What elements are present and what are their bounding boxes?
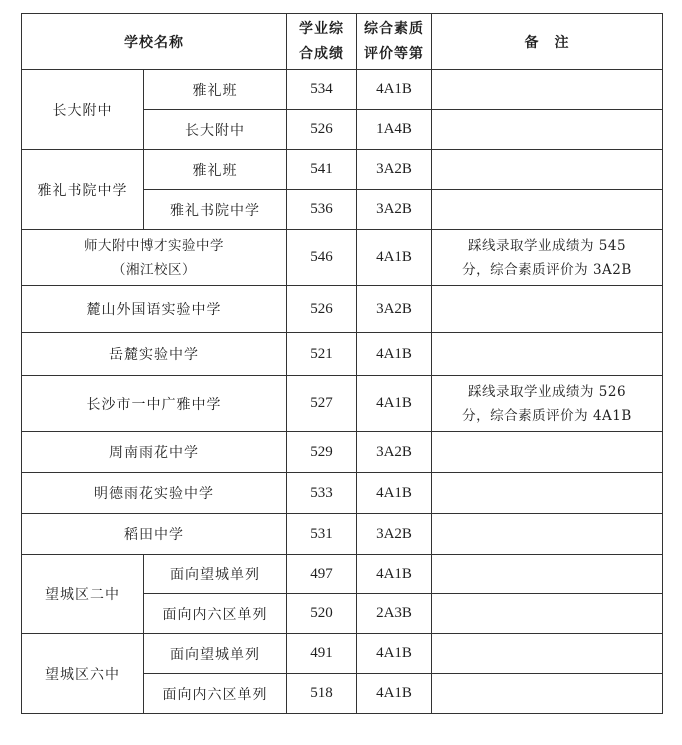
evaluation-grade-cell: 4A1B: [357, 376, 432, 432]
school-name-cell: 长沙市一中广雅中学: [22, 376, 287, 432]
academic-score-cell: 531: [287, 514, 357, 555]
table-row: [22, 333, 663, 376]
class-type-cell: 雅礼书院中学: [144, 190, 287, 230]
header-evaluation-grade-line1: 综合素质: [364, 20, 424, 37]
evaluation-grade-cell: 4A1B: [357, 70, 432, 110]
academic-score-cell: 526: [287, 286, 357, 333]
evaluation-grade-cell: 3A2B: [357, 514, 432, 555]
note-cell: [432, 594, 663, 634]
note-cell: [432, 674, 663, 714]
header-evaluation-grade: [357, 14, 432, 70]
table-row: [22, 634, 663, 674]
header-school-name: 学校名称: [22, 14, 287, 70]
table-row: [22, 376, 663, 432]
header-note: 备 注: [432, 14, 663, 70]
evaluation-grade-cell: 4A1B: [357, 555, 432, 594]
note-cell: [432, 376, 663, 432]
evaluation-grade-cell: 4A1B: [357, 473, 432, 514]
academic-score-cell: 546: [287, 230, 357, 286]
academic-score-cell: 527: [287, 376, 357, 432]
academic-score-cell: 497: [287, 555, 357, 594]
school-name-cell: 雅礼书院中学: [22, 150, 144, 230]
academic-score-cell: 491: [287, 634, 357, 674]
table-row: [22, 555, 663, 594]
note-cell: [432, 150, 663, 190]
class-type-cell: 雅礼班: [144, 150, 287, 190]
academic-score-cell: 536: [287, 190, 357, 230]
academic-score-cell: 534: [287, 70, 357, 110]
note-cell: [432, 230, 663, 286]
class-type-cell: 面向望城单列: [144, 555, 287, 594]
academic-score-cell: 526: [287, 110, 357, 150]
table-row: [22, 514, 663, 555]
note-line1: 踩线录取学业成绩为 545: [467, 237, 627, 254]
table-row: [22, 286, 663, 333]
header-academic-score-line1: 学业综: [299, 20, 344, 37]
academic-score-cell: 521: [287, 333, 357, 376]
academic-score-cell: 533: [287, 473, 357, 514]
table-row: [22, 150, 663, 190]
note-cell: [432, 432, 663, 473]
note-line1: 踩线录取学业成绩为 526: [467, 383, 627, 400]
class-type-cell: 长大附中: [144, 110, 287, 150]
note-line2: 分，综合素质评价为 4A1B: [462, 407, 632, 424]
note-cell: [432, 286, 663, 333]
note-cell: [432, 514, 663, 555]
class-type-cell: 雅礼班: [144, 70, 287, 110]
school-name-cell: 长大附中: [22, 70, 144, 150]
school-name-line1: 师大附中博才实验中学: [84, 237, 224, 254]
evaluation-grade-cell: 4A1B: [357, 634, 432, 674]
table-header-row: [22, 14, 663, 70]
evaluation-grade-cell: 3A2B: [357, 286, 432, 333]
evaluation-grade-cell: 3A2B: [357, 150, 432, 190]
note-cell: [432, 473, 663, 514]
school-name-cell: 望城区六中: [22, 634, 144, 714]
school-name-cell: 周南雨花中学: [22, 432, 287, 473]
table-row: [22, 432, 663, 473]
header-academic-score: [287, 14, 357, 70]
note-cell: [432, 634, 663, 674]
school-name-cell: 麓山外国语实验中学: [22, 286, 287, 333]
table-row: [22, 70, 663, 110]
class-type-cell: 面向内六区单列: [144, 674, 287, 714]
school-name-cell: 岳麓实验中学: [22, 333, 287, 376]
school-name-cell: 望城区二中: [22, 555, 144, 634]
evaluation-grade-cell: 3A2B: [357, 190, 432, 230]
class-type-cell: 面向内六区单列: [144, 594, 287, 634]
note-cell: [432, 190, 663, 230]
evaluation-grade-cell: 4A1B: [357, 674, 432, 714]
academic-score-cell: 529: [287, 432, 357, 473]
table-row: [22, 473, 663, 514]
school-name-cell: 稻田中学: [22, 514, 287, 555]
evaluation-grade-cell: 3A2B: [357, 432, 432, 473]
school-name-cell: 明德雨花实验中学: [22, 473, 287, 514]
evaluation-grade-cell: 4A1B: [357, 333, 432, 376]
header-academic-score-line2: 合成绩: [299, 45, 344, 62]
evaluation-grade-cell: 2A3B: [357, 594, 432, 634]
school-name-cell: [22, 230, 287, 286]
note-cell: [432, 555, 663, 594]
note-cell: [432, 70, 663, 110]
note-line2: 分，综合素质评价为 3A2B: [462, 261, 632, 278]
evaluation-grade-cell: 4A1B: [357, 230, 432, 286]
academic-score-cell: 518: [287, 674, 357, 714]
admission-score-table: [21, 13, 663, 714]
academic-score-cell: 541: [287, 150, 357, 190]
evaluation-grade-cell: 1A4B: [357, 110, 432, 150]
table-row: [22, 230, 663, 286]
class-type-cell: 面向望城单列: [144, 634, 287, 674]
note-cell: [432, 333, 663, 376]
academic-score-cell: 520: [287, 594, 357, 634]
note-cell: [432, 110, 663, 150]
header-evaluation-grade-line2: 评价等第: [364, 45, 424, 62]
school-name-line2: （湘江校区）: [112, 261, 196, 278]
